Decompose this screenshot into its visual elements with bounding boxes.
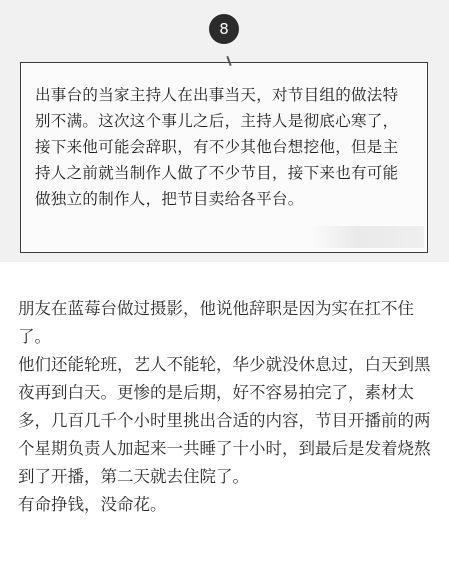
comment-paragraph: 有命挣钱，没命花。 (18, 495, 167, 514)
fade-overlay (312, 226, 424, 248)
comment-body (18, 295, 438, 519)
number-badge: 8 (209, 14, 239, 44)
note-card-text: 出事台的当家主持人在出事当天，对节目组的做法特别不满。这次这个事儿之后，主持人是彻底心寒了，接下来他可能会辞职，有不少其他台想挖他，但是主持人之前就当制作人做了不少节目，接下来也有可能做独立的制作人，把节目卖给各平台。 (35, 86, 399, 208)
section-divider (0, 262, 449, 270)
comment-paragraph: 他们还能轮班，艺人不能轮，华少就没休息过，白天到黑夜再到白天。更惨的是后期，好不容易拍完了，素材太多，几百几千个小时里挑出合适的内容，节目开播前的两个星期负责人加起来一共睡了十小时，到最后是发着烧熬到了开播，第二天就去住院了。 (18, 355, 431, 486)
comment-paragraph: 朋友在蓝莓台做过摄影，他说他辞职是因为实在扛不住了。 (18, 299, 414, 346)
pin-icon (226, 56, 232, 66)
